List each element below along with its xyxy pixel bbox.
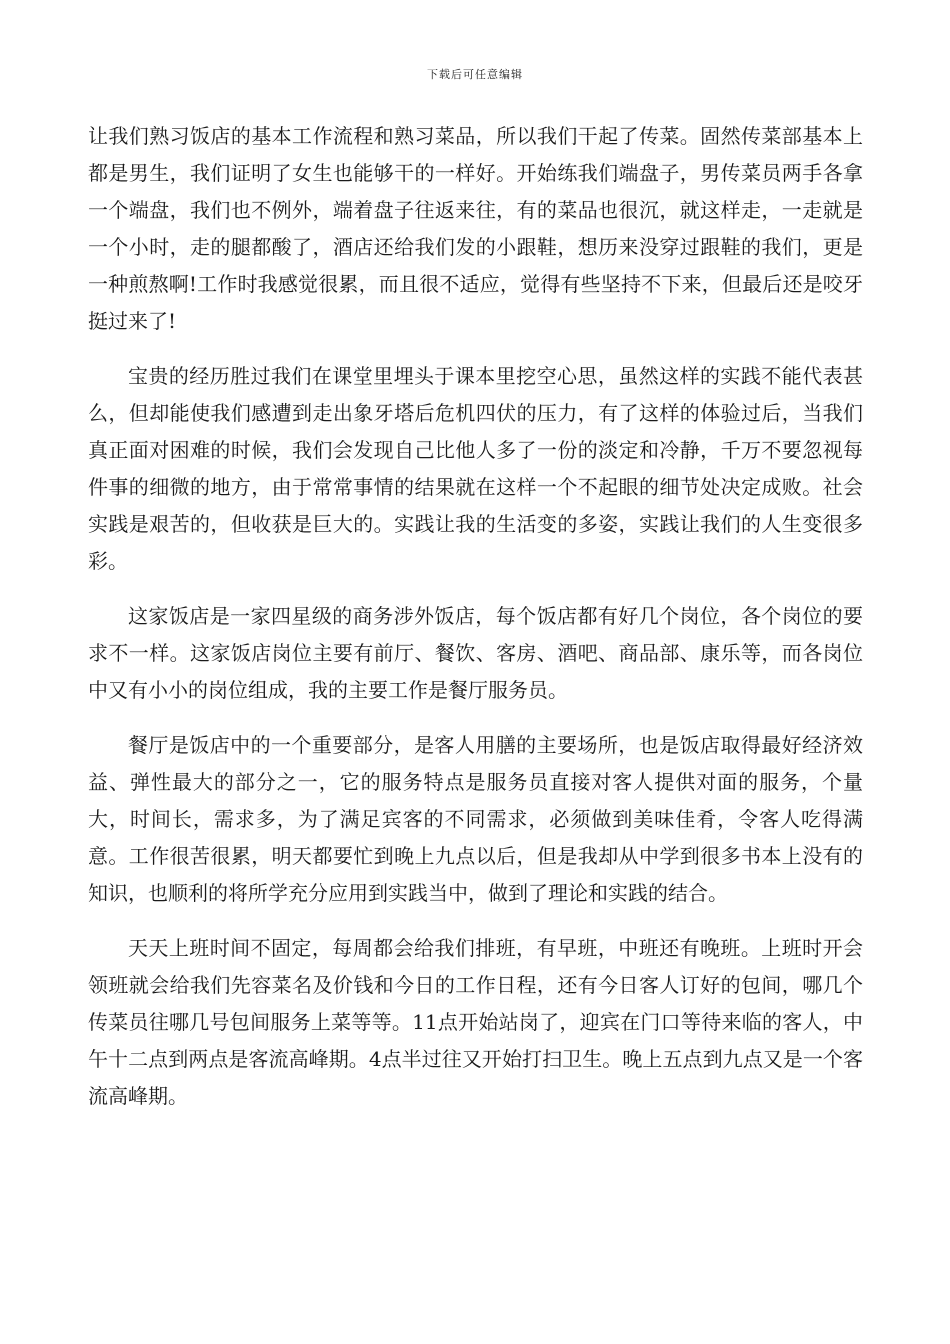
paragraph-1: 让我们熟习饭店的基本工作流程和熟习菜品，所以我们干起了传菜。固然传菜部基本上都是男生，我们证明了女生也能够干的一样好。开始练我们端盘子，男传菜员两手各拿一个端盘，我们也不例外，端着盘子往返来往，有的菜品也很沉，就这样走，一走就是一个小时，走的腿都酸了，酒店还给我们发的小跟鞋，想历来没穿过跟鞋的我们，更是一种煎熬啊!工作时我感觉很累，而且很不适应，觉得有些坚持不下来，但最后还是咬牙挺过来了! (88, 124, 863, 333)
paragraph-2: 宝贵的经历胜过我们在课堂里埋头于课本里挖空心思，虽然这样的实践不能代表甚么，但却能使我们感遭到走出象牙塔后危机四伏的压力，有了这样的体验过后，当我们真正面对困难的时候，我们会发现自己比他人多了一份的淡定和冷静，千万不要忽视每件事的细微的地方，由于常常事情的结果就在这样一个不起眼的细节处决定成败。社会实践是艰苦的，但收获是巨大的。实践让我的生活变的多姿，实践让我们的人生变很多彩。 (88, 364, 863, 573)
document-body (88, 118, 863, 1133)
header-note: 下载后可任意编辑 (427, 68, 523, 81)
paragraph-4: 餐厅是饭店中的一个重要部分，是客人用膳的主要场所，也是饭店取得最好经济效益、弹性最大的部分之一，它的服务特点是服务员直接对客人提供对面的服务，个量大，时间长，需求多，为了满足宾客的不同需求，必须做到美味佳肴，令客人吃得满意。工作很苦很累，明天都要忙到晚上九点以后，但是我却从中学到很多书本上没有的知识，也顺利的将所学充分应用到实践当中，做到了理论和实践的结合。 (88, 733, 863, 905)
paragraph-3: 这家饭店是一家四星级的商务涉外饭店，每个饭店都有好几个岗位，各个岗位的要求不一样。这家饭店岗位主要有前厅、餐饮、客房、酒吧、商品部、康乐等，而各岗位中又有小小的岗位组成，我的主要工作是餐厅服务员。 (88, 604, 863, 702)
paragraph-5: 天天上班时间不固定，每周都会给我们排班，有早班，中班还有晚班。上班时开会领班就会给我们先容菜名及价钱和今日的工作日程，还有今日客人订好的包间，哪几个传菜员往哪几号包间服务上菜等等。11点开始站岗了，迎宾在门口等待来临的客人，中午十二点到两点是客流高峰期。4点半过往又开始打扫卫生。晚上五点到九点又是一个客流高峰期。 (88, 936, 863, 1108)
